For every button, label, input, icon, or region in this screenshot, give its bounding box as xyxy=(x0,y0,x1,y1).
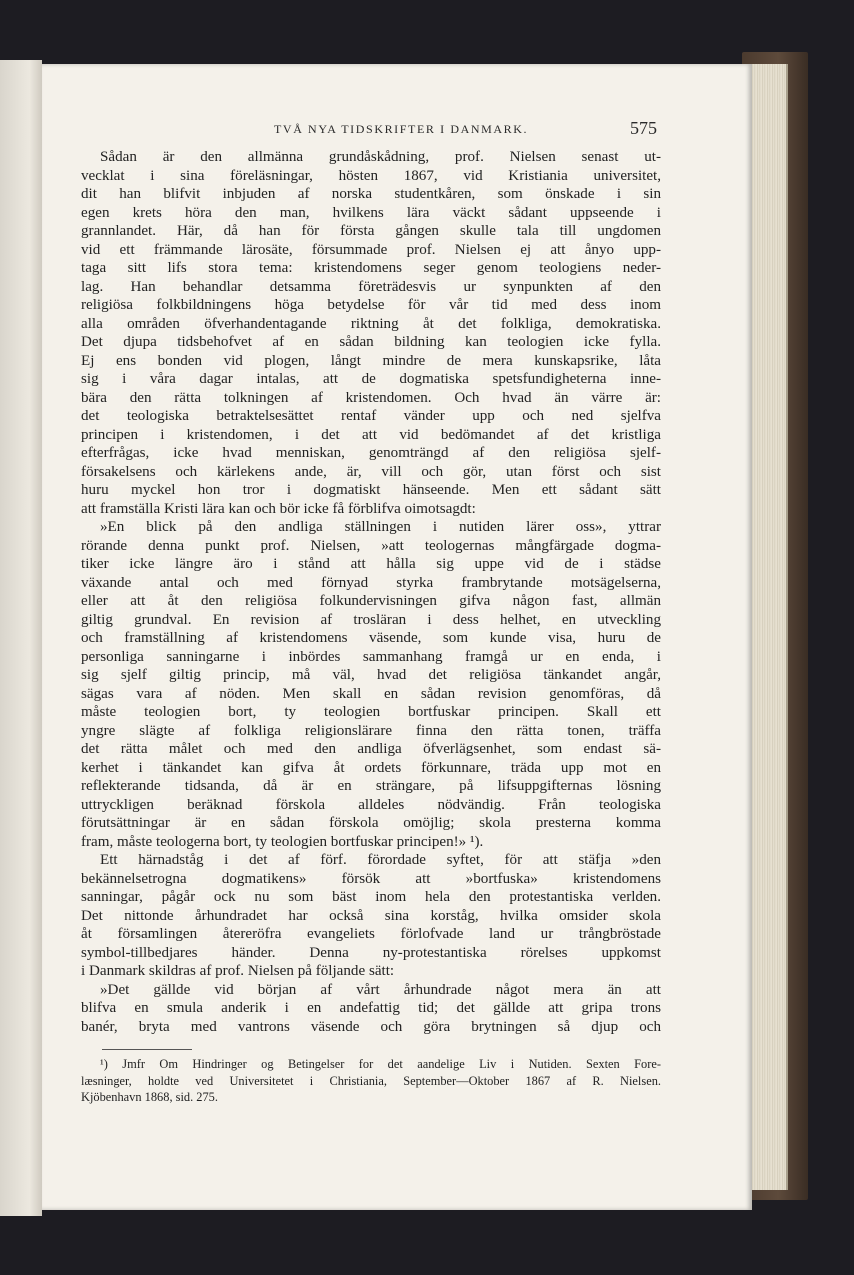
text-line: att framställa Kristi lära kan och bör icke få förblifva oimotsagdt: xyxy=(81,500,476,517)
text-line: åt församlingen återeröfra evangeliets förlofvade land ur trångbröstade xyxy=(81,926,661,942)
text-line: i Danmark skildras af prof. Nielsen på följande sätt: xyxy=(81,963,395,979)
text-line: giltig grundval. En revision af trosläran i dess helhet, en utveckling xyxy=(81,611,661,628)
text-line: dit han blifvit inbjuden af norska studentkåren, som önskade i sin xyxy=(81,186,661,202)
text-line: vid ett främmande lärosäte, försummade prof. Nielsen ej att ånyo upp- xyxy=(81,241,661,258)
text-line: religiösa folkbildningens höga betydelse för vår tid med dess inom xyxy=(81,297,661,313)
text-line: banér, bryta med vantrons väsende och göra brytningen så djup och xyxy=(81,1018,661,1035)
text-line: »Det gällde vid början af vårt århundrade något mera än att xyxy=(100,981,661,998)
left-page-edge xyxy=(0,60,42,1216)
footnote-line: Kjöbenhavn 1868, sid. 275. xyxy=(81,1090,218,1104)
text-line: det teologiska betraktelsesättet rentaf vänder upp och ned sjelfva xyxy=(81,408,661,424)
text-line: vecklat i sina föreläsningar, hösten 1867, vid Kristiania universitet, xyxy=(81,167,661,184)
footnote xyxy=(81,1056,661,1106)
body-text xyxy=(81,148,661,1036)
text-line: Ett härnadståg i det af förf. förordade syftet, för att stäfja »den xyxy=(100,852,661,868)
text-line: försakelsens och kärlekens ande, är, vill och gör, utan först och sist xyxy=(81,463,661,480)
page-number: 575 xyxy=(630,118,657,138)
text-line: lag. Han behandlar detsamma företrädesvis ur synpunkten af den xyxy=(81,278,661,295)
text-line: uttryckligen beräknad förskola alldeles nödvändig. Från teologiska xyxy=(81,796,661,813)
text-line: alla områden öfverhandentagande riktning åt det folkliga, demokratiska. xyxy=(81,315,661,332)
text-line: rörande denna punkt prof. Nielsen, »att teologernas mångfärgade dogma- xyxy=(81,537,661,554)
page-stack-edge xyxy=(748,64,788,1190)
text-line: kerhet i tänkandet kan gifva åt ordets förkunnare, träda upp mot en xyxy=(81,759,661,776)
text-line: Ej ens bonden vid plogen, långt mindre de mera kunskapsrike, låta xyxy=(81,352,661,369)
text-line: Det nittonde århundradet har också sina korståg, hvilka omsider skola xyxy=(81,907,661,924)
text-line: det rätta målet och med den andliga öfverlägsenhet, som endast sä- xyxy=(81,741,661,757)
text-line: blifva en smula anderik i en andefattig tid; det gällde att gripa trons xyxy=(81,1000,661,1016)
text-line: »En blick på den andliga ställningen i nutiden lärer oss», yttrar xyxy=(100,519,661,535)
text-line: sig sjelf giltig princip, må väl, hvad det religiösa tänkandet angår, xyxy=(81,667,661,683)
running-header xyxy=(42,118,752,144)
text-line: principen i kristendomen, i det att vid bedömandet af det kristliga xyxy=(81,426,661,443)
text-line: taga sitt lifs stora tema: kristendomens seger genom teologiens neder- xyxy=(81,260,661,276)
text-line: förutsättningar är en sådan förskola omöjlig; skola presterna komma xyxy=(81,815,661,831)
text-line: bekännelsetrogna dogmatikens» försök att »bortfuska» kristendomens xyxy=(81,870,661,887)
text-line: Det djupa tidsbehofvet af en sådan bildning kan teologien icke fylla. xyxy=(81,334,661,350)
text-line: Sådan är den allmänna grundåskådning, prof. Nielsen senast ut- xyxy=(100,149,661,165)
text-line: egen krets höra den man, hvilkens lära väckt sådant uppseende i xyxy=(81,204,661,221)
text-line: yngre slägte af folkliga religionslärare finna den rätta tonen, träffa xyxy=(81,722,661,739)
text-line: personliga sanningarne i inbördes sammanhang framgå ur en enda, i xyxy=(81,648,661,665)
text-line: och framställning af kristendomens väsende, som kunde visa, huru de xyxy=(81,630,661,646)
footnote-line: læsninger, holdte ved Universitetet i Christiania, September—Oktober 1867 af R. Nielsen. xyxy=(81,1073,661,1088)
text-line: sanningar, pågår ock nu som bäst inom hela den protestantiska verlden. xyxy=(81,889,661,905)
text-line: fram, måste teologerna bort, ty teologien bortfuskar principen!» ¹). xyxy=(81,833,484,850)
text-line: grannlandet. Här, då han för första gången skulle tala till ungdomen xyxy=(81,223,661,239)
text-line: sig i våra dagar intalas, att de dogmatiska spetsfundigheterna inne- xyxy=(81,371,661,387)
text-line: tiker icke längre äro i stånd att hålla sig uppe vid de i städse xyxy=(81,556,661,572)
text-line: måste teologien bort, ty teologien bortfuskar principen. Skall ett xyxy=(81,704,661,720)
text-line: eller att åt den religiösa folkundervisningen gifva någon fast, allmän xyxy=(81,593,661,609)
book-page xyxy=(42,64,752,1210)
text-line: bära den rätta tolkningen af kristendomen. Och hvad än värre är: xyxy=(81,389,661,406)
text-line: efterfrågas, icke hvad menniskan, genomträngd af den religiösa sjelf- xyxy=(81,445,661,461)
text-line: huru myckel hon tror i dogmatiskt hänseende. Men ett sådant sätt xyxy=(81,482,661,498)
footnote-rule xyxy=(102,1049,192,1050)
text-line: växande antal och med förnyad styrka frambrytande motsägelserna, xyxy=(81,574,661,591)
footnote-line: ¹) Jmfr Om Hindringer og Betingelser for det aandelige Liv i Nutiden. Sexten Fore- xyxy=(100,1057,661,1071)
running-title: TVÅ NYA TIDSKRIFTER I DANMARK. xyxy=(274,122,529,136)
text-line: symbol-tillbedjares händer. Denna ny-protestantiska rörelses uppkomst xyxy=(81,944,661,961)
text-line: sägas vara af nöden. Men skall en sådan revision genomföras, då xyxy=(81,685,661,702)
text-line: reflekterande tidsanda, då är en strängare, på lifsuppgifternas lösning xyxy=(81,778,661,794)
